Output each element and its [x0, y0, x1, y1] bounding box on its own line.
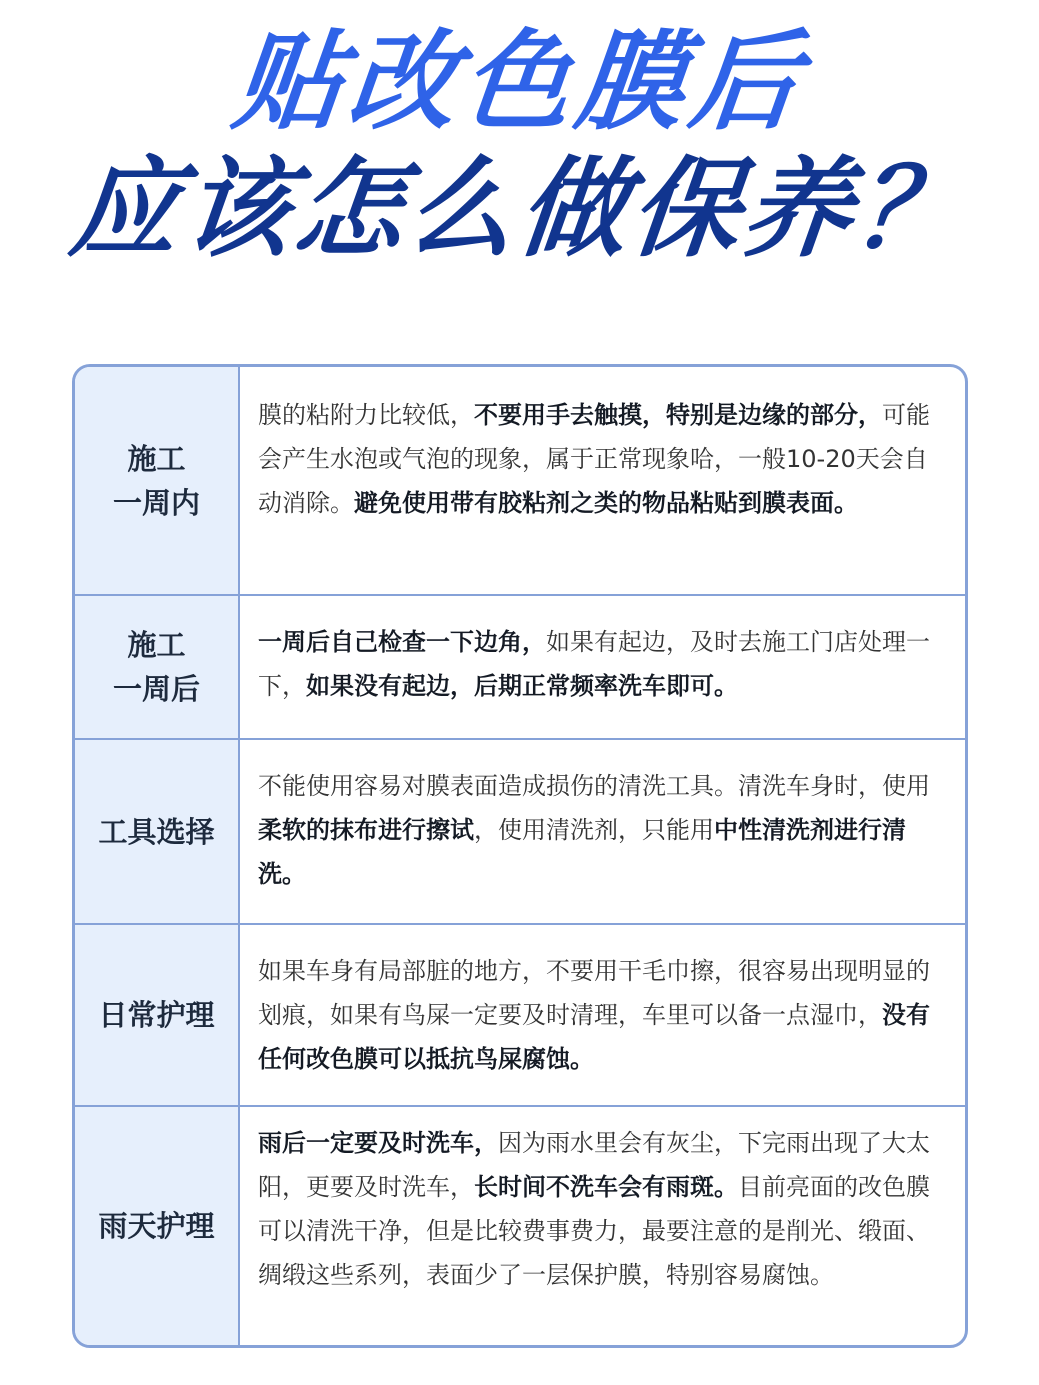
table-row-first-week	[75, 367, 965, 596]
row-label-cell	[75, 596, 240, 738]
row-label: 施工 一周内	[112, 441, 200, 520]
content-segment: ，使用清洗剂，只能用	[474, 816, 714, 844]
content-segment-bold: 如果没有起边，后期正常频率洗车即可。	[306, 672, 738, 700]
row-content	[240, 1107, 965, 1345]
row-content	[240, 367, 965, 594]
table-row-after-first-week	[75, 596, 965, 740]
row-content	[240, 740, 965, 923]
row-label: 日常护理	[98, 998, 215, 1032]
content-segment-bold: 长时间不洗车会有雨斑。	[474, 1173, 738, 1201]
row-label-cell	[75, 1107, 240, 1345]
content-segment-bold: 一周后自己检查一下边角，	[258, 628, 546, 656]
content-segment-bold: 柔软的抹布进行擦试	[258, 816, 474, 844]
table-row-daily-care	[75, 925, 965, 1107]
content-segment: 膜的粘附力比较低，	[258, 401, 474, 429]
content-segment-bold: 没有任何改色膜可以抵抗鸟屎腐蚀。	[258, 1001, 930, 1073]
content-segment: 因为雨水里会有灰尘，下完雨出现了大太阳，更要及时洗车，	[258, 1129, 930, 1201]
row-content	[240, 596, 965, 738]
page-title	[0, 18, 1039, 272]
content-segment-bold: 不要用手去触摸，特别是边缘的部分，	[474, 401, 882, 429]
content-segment-bold: 中性清洗剂进行清洗。	[258, 816, 906, 888]
row-label: 施工 一周后	[112, 628, 200, 706]
content-segment-bold: 避免使用带有胶粘剂之类的物品粘贴到膜表面。	[354, 489, 858, 517]
row-label: 雨天护理	[98, 1209, 215, 1243]
content-segment: 如果有起边，及时去施工门店处理一下，	[258, 628, 930, 700]
title-line-1: 贴改色膜后	[227, 20, 812, 145]
table-row-tool-selection	[75, 740, 965, 925]
row-label: 工具选择	[98, 814, 215, 849]
content-segment: 不能使用容易对膜表面造成损伤的清洗工具。清洗车身时，使用	[258, 772, 930, 800]
row-label-cell	[75, 925, 240, 1105]
table-row-rainy-day-care	[75, 1107, 965, 1345]
content-segment: 如果车身有局部脏的地方，不要用干毛巾擦，很容易出现明显的划痕，如果有鸟屎一定要及时清理，车里可以备一点湿巾，	[258, 957, 930, 1029]
content-segment: 可能会产生水泡或气泡的现象，属于正常现象哈，一般10-20天会自动消除。	[258, 401, 930, 517]
row-label-cell	[75, 367, 240, 594]
title-line-2: 应该怎么做保养？	[64, 147, 975, 272]
row-content	[240, 925, 965, 1105]
row-label-cell	[75, 740, 240, 923]
content-segment: 目前亮面的改色膜可以清洗干净，但是比较费事费力，最要注意的是削光、缎面、绸缎这些系列，表面少了一层保护膜，特别容易腐蚀。	[258, 1173, 930, 1289]
care-tips-table	[72, 364, 968, 1348]
content-segment-bold: 雨后一定要及时洗车，	[258, 1129, 498, 1157]
